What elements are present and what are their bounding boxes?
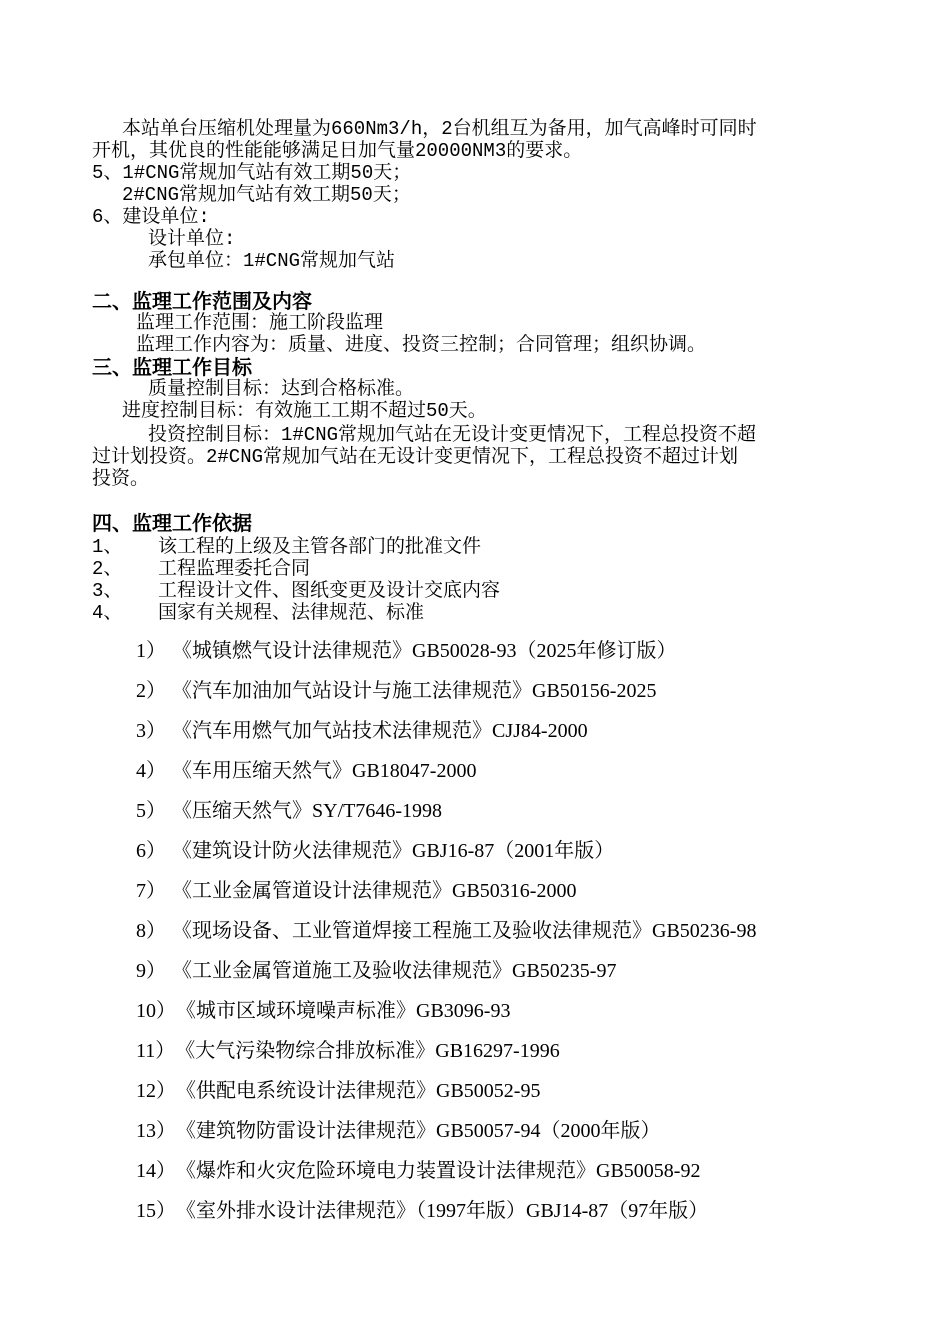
reference-item [136, 999, 510, 1023]
basis-item [92, 580, 500, 602]
reference-text: 《城镇燃气设计法律规范》GB50028-93（2025年修订版） [172, 640, 677, 662]
section2-scope: 监理工作范围：施工阶段监理 [136, 312, 384, 334]
reference-text: 《工业金属管道设计法律规范》GB50316-2000 [172, 880, 577, 902]
intro-line-2: 开机，其优良的性能能够满足日加气量20000NM3的要求。 [92, 140, 583, 162]
reference-text: 《爆炸和火灾危险环境电力装置设计法律规范》GB50058-92 [176, 1160, 701, 1182]
reference-item [136, 1199, 708, 1223]
basis-number: 2、 [92, 558, 123, 580]
reference-number: 9） [136, 960, 166, 982]
reference-number: 15） [136, 1200, 176, 1222]
reference-item [136, 1119, 660, 1143]
section3-invest-1: 投资控制目标：1#CNG常规加气站在无设计变更情况下，工程总投资不超 [148, 424, 757, 446]
reference-item [136, 719, 588, 743]
item6-design-unit: 设计单位: [148, 228, 236, 250]
reference-number: 13） [136, 1120, 176, 1142]
reference-number: 1） [136, 640, 166, 662]
reference-number: 2） [136, 680, 166, 702]
reference-text: 《建筑设计防火法律规范》GBJ16-87（2001年版） [172, 840, 615, 862]
reference-item [136, 679, 656, 703]
reference-item [136, 1159, 700, 1183]
reference-item [136, 639, 676, 663]
basis-item [92, 536, 481, 558]
basis-item [92, 602, 424, 624]
reference-number: 7） [136, 880, 166, 902]
reference-number: 6） [136, 840, 166, 862]
item6-contractor: 承包单位：1#CNG常规加气站 [148, 250, 396, 272]
reference-text: 《汽车用燃气加气站技术法律规范》CJJ84-2000 [172, 720, 588, 742]
reference-text: 《供配电系统设计法律规范》GB50052-95 [176, 1080, 541, 1102]
intro-line-1: 本站单台压缩机处理量为660Nm3/h，2台机组互为备用，加气高峰时可同时 [122, 118, 757, 140]
reference-number: 3） [136, 720, 166, 742]
reference-text: 《工业金属管道施工及验收法律规范》GB50235-97 [172, 960, 617, 982]
section4-heading: 四、监理工作依据 [92, 511, 252, 535]
reference-item [136, 1079, 540, 1103]
reference-text: 《城市区域环境噪声标准》GB3096-93 [176, 1000, 511, 1022]
item5-line-2: 2#CNG常规加气站有效工期50天； [122, 184, 411, 206]
reference-item [136, 879, 576, 903]
section3-schedule: 进度控制目标：有效施工工期不超过50天。 [122, 400, 487, 422]
reference-number: 11） [136, 1040, 176, 1062]
basis-item [92, 558, 310, 580]
basis-number: 1、 [92, 536, 123, 558]
reference-text: 《车用压缩天然气》GB18047-2000 [172, 760, 477, 782]
section3-invest-3: 投资。 [92, 468, 150, 490]
reference-text: 《现场设备、工业管道焊接工程施工及验收法律规范》GB50236-98 [172, 920, 757, 942]
reference-item [136, 1039, 560, 1063]
item6-title: 6、建设单位: [92, 206, 210, 228]
reference-item [136, 759, 476, 783]
section2-content: 监理工作内容为：质量、进度、投资三控制；合同管理；组织协调。 [136, 334, 707, 356]
section3-heading: 三、监理工作目标 [92, 355, 252, 379]
basis-number: 3、 [92, 580, 123, 602]
reference-text: 《压缩天然气》SY/T7646-1998 [172, 800, 442, 822]
reference-text: 《建筑物防雷设计法律规范》GB50057-94（2000年版） [176, 1120, 661, 1142]
basis-text: 国家有关规程、法律规范、标准 [158, 602, 425, 624]
section2-heading: 二、监理工作范围及内容 [92, 289, 312, 313]
reference-number: 4） [136, 760, 166, 782]
item5-line-1: 5、1#CNG常规加气站有效工期50天； [92, 162, 412, 184]
reference-item [136, 799, 442, 823]
reference-text: 《汽车加油加气站设计与施工法律规范》GB50156-2025 [172, 680, 657, 702]
basis-text: 工程设计文件、图纸变更及设计交底内容 [158, 580, 501, 602]
reference-number: 8） [136, 920, 166, 942]
reference-number: 5） [136, 800, 166, 822]
reference-number: 14） [136, 1160, 176, 1182]
reference-item [136, 839, 614, 863]
reference-text: 《大气污染物综合排放标准》GB16297-1996 [175, 1040, 560, 1062]
basis-text: 该工程的上级及主管各部门的批准文件 [158, 536, 482, 558]
basis-text: 工程监理委托合同 [158, 558, 311, 580]
section3-quality: 质量控制目标：达到合格标准。 [148, 378, 415, 400]
reference-item [136, 959, 616, 983]
section3-invest-2: 过计划投资。2#CNG常规加气站在无设计变更情况下，工程总投资不超过计划 [92, 446, 739, 468]
reference-number: 12） [136, 1080, 176, 1102]
reference-text: 《室外排水设计法律规范》（1997年版）GBJ14-87（97年版） [176, 1200, 709, 1222]
basis-number: 4、 [92, 602, 123, 624]
reference-number: 10） [136, 1000, 176, 1022]
reference-item [136, 919, 756, 943]
